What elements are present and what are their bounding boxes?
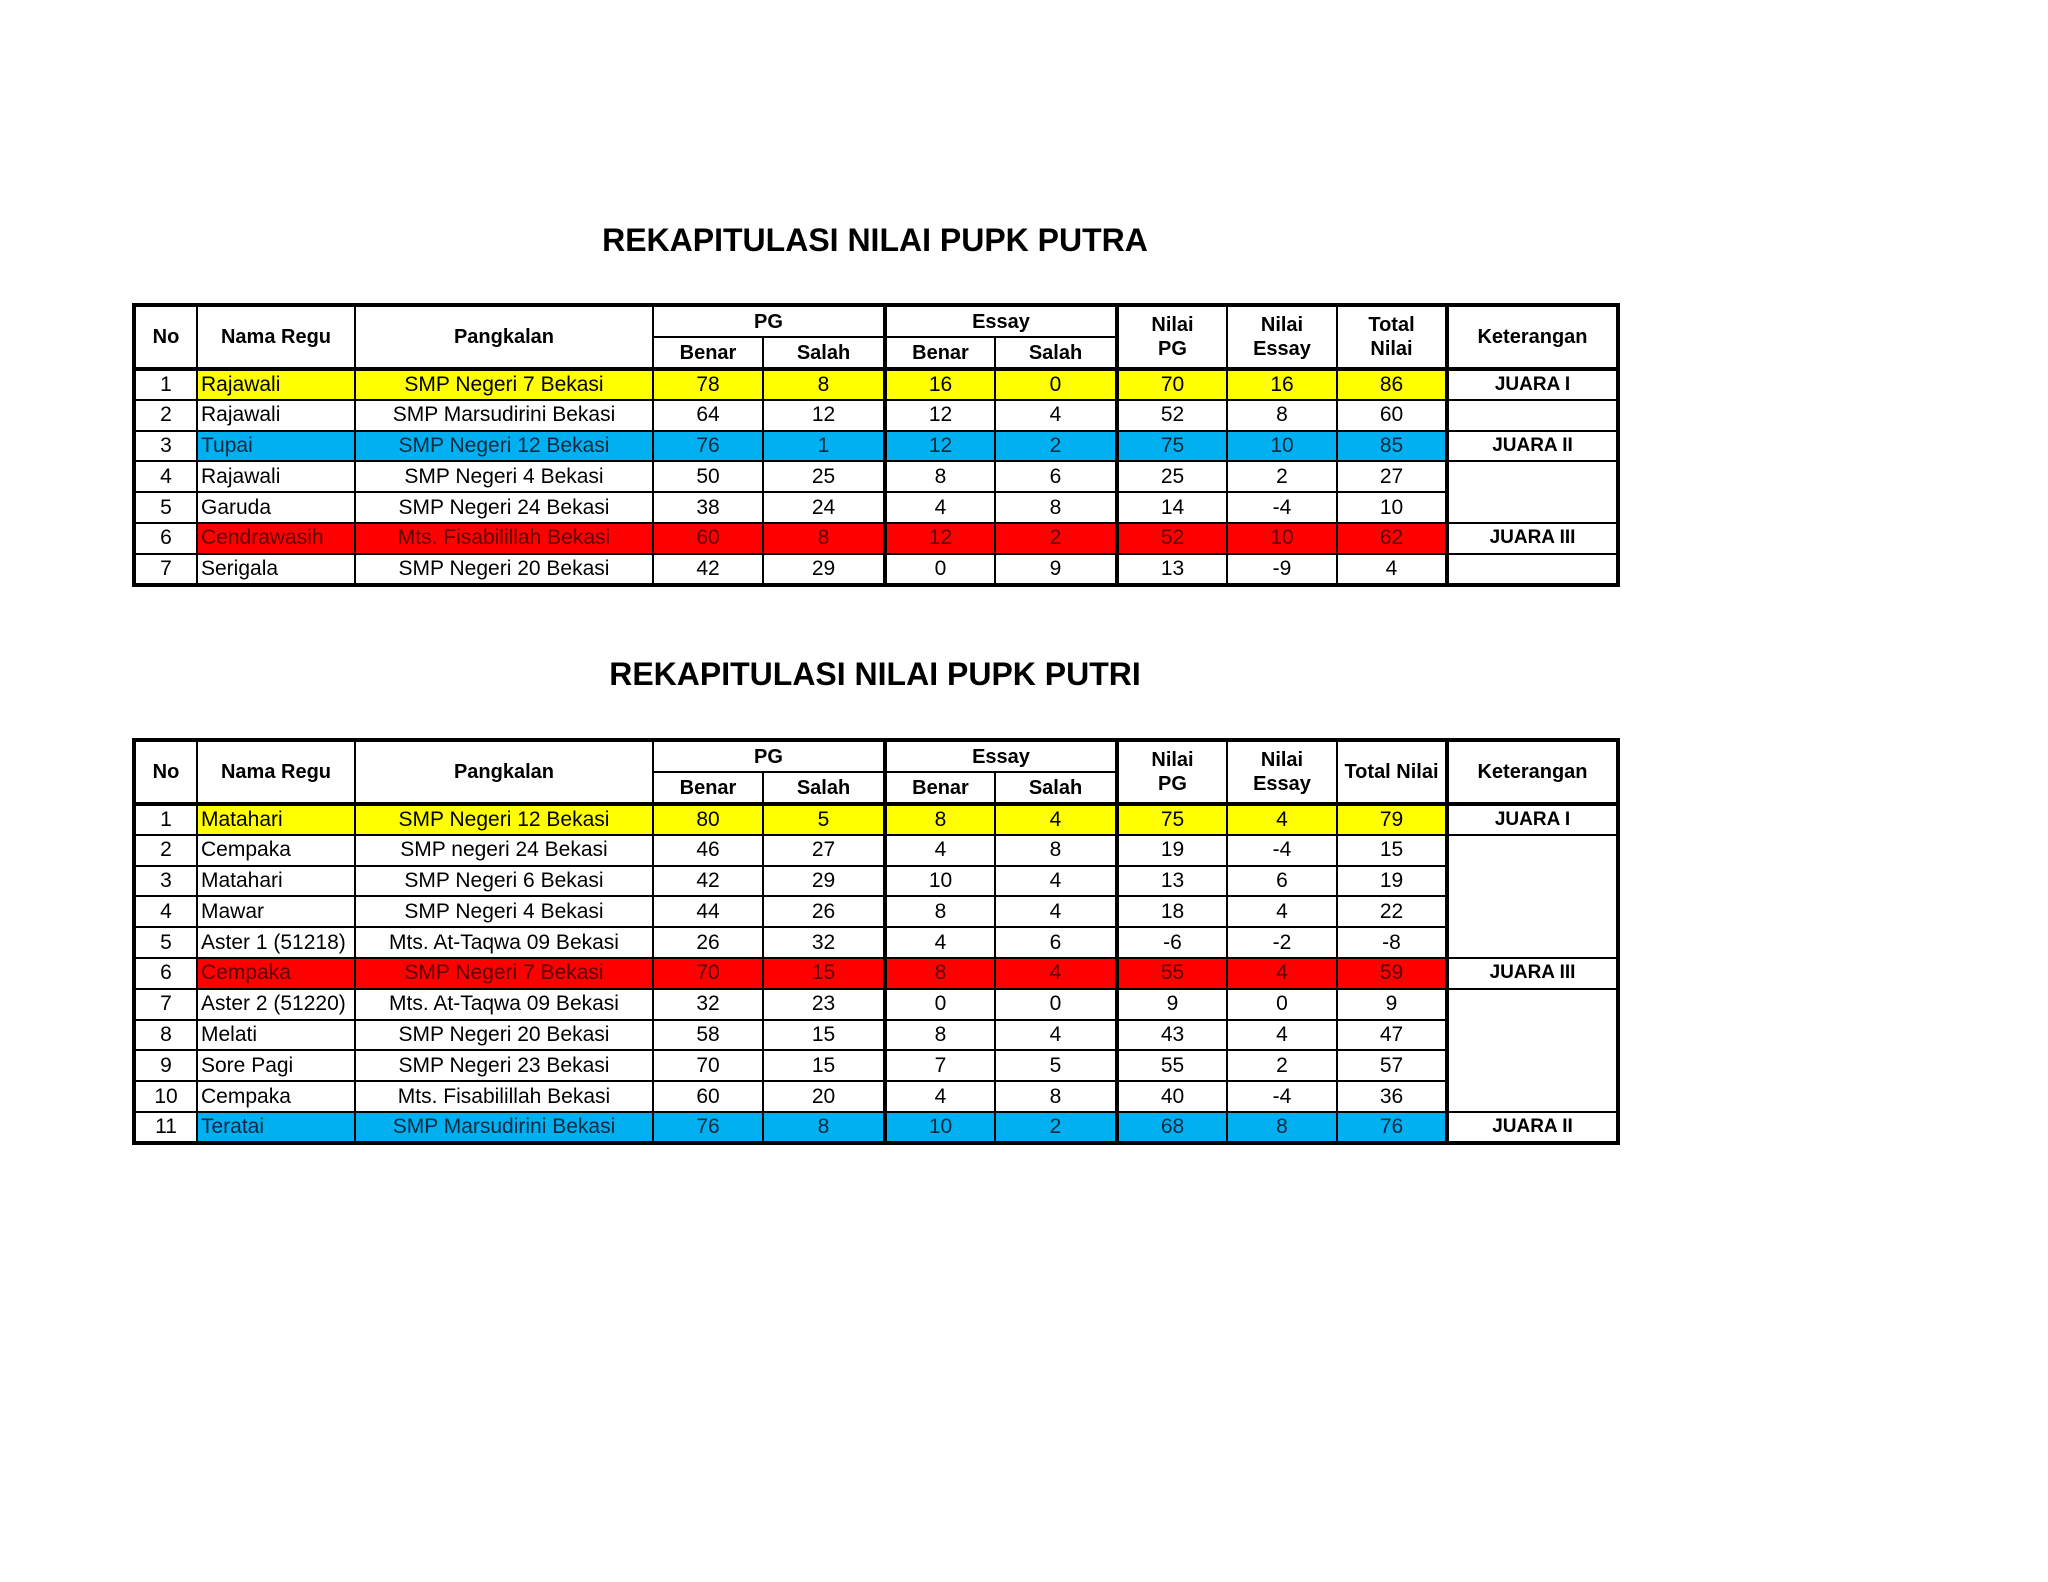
cell-total-nilai: 76 — [1337, 1112, 1447, 1143]
cell-pangkalan: SMP Negeri 7 Bekasi — [355, 369, 653, 400]
cell-pg-benar: 78 — [653, 369, 763, 400]
cell-pg-salah: 23 — [763, 989, 885, 1020]
cell-keterangan: JUARA I — [1447, 369, 1618, 400]
cell-total-nilai: 85 — [1337, 431, 1447, 462]
table-row — [134, 1020, 1618, 1051]
cell-nama-regu: Cempaka — [197, 835, 355, 866]
cell-pg-salah: 8 — [763, 523, 885, 554]
cell-essay-salah: 2 — [995, 1112, 1117, 1143]
header-essay-benar: Benar — [885, 337, 995, 369]
header-pangkalan: Pangkalan — [355, 305, 653, 369]
header-nama-regu: Nama Regu — [197, 305, 355, 369]
cell-no: 3 — [134, 431, 197, 462]
cell-nilai-essay: 4 — [1227, 1020, 1337, 1051]
header-nilai-essay — [1227, 305, 1337, 369]
cell-nilai-pg: 52 — [1117, 400, 1227, 431]
cell-total-nilai: 9 — [1337, 989, 1447, 1020]
header-nilai-pg-line2: PG — [1158, 773, 1187, 795]
cell-essay-benar: 12 — [885, 400, 995, 431]
cell-pg-benar: 64 — [653, 400, 763, 431]
cell-pg-benar: 76 — [653, 1112, 763, 1143]
cell-total-nilai: 59 — [1337, 958, 1447, 989]
cell-essay-salah: 4 — [995, 400, 1117, 431]
cell-nilai-essay: 4 — [1227, 804, 1337, 835]
cell-essay-benar: 0 — [885, 989, 995, 1020]
cell-pg-salah: 5 — [763, 804, 885, 835]
table-row — [134, 927, 1618, 958]
cell-essay-salah: 8 — [995, 492, 1117, 523]
cell-nilai-pg: 9 — [1117, 989, 1227, 1020]
cell-no: 10 — [134, 1081, 197, 1112]
cell-essay-salah: 2 — [995, 431, 1117, 462]
header-essay-salah: Salah — [995, 772, 1117, 804]
cell-nama-regu: Rajawali — [197, 369, 355, 400]
cell-essay-salah: 2 — [995, 523, 1117, 554]
cell-total-nilai: 10 — [1337, 492, 1447, 523]
header-essay: Essay — [885, 740, 1117, 772]
table-row — [134, 523, 1618, 554]
cell-nilai-essay: 16 — [1227, 369, 1337, 400]
cell-total-nilai: 22 — [1337, 896, 1447, 927]
cell-nama-regu: Sore Pagi — [197, 1050, 355, 1081]
table-row — [134, 492, 1618, 523]
header-pg-salah: Salah — [763, 337, 885, 369]
cell-total-nilai: 79 — [1337, 804, 1447, 835]
cell-pangkalan: SMP Negeri 24 Bekasi — [355, 492, 653, 523]
cell-nama-regu: Aster 1 (51218) — [197, 927, 355, 958]
cell-keterangan: JUARA III — [1447, 523, 1618, 554]
cell-nama-regu: Teratai — [197, 1112, 355, 1143]
header-nilai-pg-line1: Nilai — [1151, 749, 1194, 771]
cell-pg-salah: 15 — [763, 958, 885, 989]
cell-essay-salah: 4 — [995, 958, 1117, 989]
cell-pg-benar: 70 — [653, 958, 763, 989]
cell-total-nilai: 36 — [1337, 1081, 1447, 1112]
cell-nilai-essay: -4 — [1227, 1081, 1337, 1112]
header-nilai-essay — [1227, 740, 1337, 804]
cell-essay-salah: 4 — [995, 896, 1117, 927]
cell-pg-benar: 50 — [653, 461, 763, 492]
cell-no: 7 — [134, 554, 197, 585]
table-row — [134, 1081, 1618, 1112]
cell-keterangan — [1447, 400, 1618, 431]
table-row — [134, 369, 1618, 400]
cell-keterangan: JUARA III — [1447, 958, 1618, 989]
cell-no: 4 — [134, 461, 197, 492]
header-essay-salah: Salah — [995, 337, 1117, 369]
putra-table — [132, 303, 1620, 587]
cell-nilai-essay: 4 — [1227, 896, 1337, 927]
cell-nilai-pg: 75 — [1117, 804, 1227, 835]
cell-pg-benar: 42 — [653, 554, 763, 585]
cell-essay-benar: 0 — [885, 554, 995, 585]
cell-pangkalan: Mts. Fisabilillah Bekasi — [355, 523, 653, 554]
cell-pangkalan: SMP Negeri 12 Bekasi — [355, 804, 653, 835]
cell-nama-regu: Melati — [197, 1020, 355, 1051]
cell-nama-regu: Garuda — [197, 492, 355, 523]
cell-nama-regu: Matahari — [197, 804, 355, 835]
cell-essay-salah: 4 — [995, 804, 1117, 835]
cell-pangkalan: SMP Negeri 12 Bekasi — [355, 431, 653, 462]
header-pangkalan: Pangkalan — [355, 740, 653, 804]
cell-total-nilai: 15 — [1337, 835, 1447, 866]
header-keterangan: Keterangan — [1447, 305, 1618, 369]
cell-total-nilai: 86 — [1337, 369, 1447, 400]
cell-total-nilai: 4 — [1337, 554, 1447, 585]
header-keterangan: Keterangan — [1447, 740, 1618, 804]
table-row — [134, 866, 1618, 897]
table-row — [134, 835, 1618, 866]
cell-nilai-pg: 19 — [1117, 835, 1227, 866]
header-nama-regu: Nama Regu — [197, 740, 355, 804]
header-total-line1: Total — [1368, 314, 1415, 336]
cell-nilai-pg: 40 — [1117, 1081, 1227, 1112]
cell-nilai-pg: 55 — [1117, 958, 1227, 989]
cell-total-nilai: 60 — [1337, 400, 1447, 431]
cell-no: 8 — [134, 1020, 197, 1051]
cell-no: 9 — [134, 1050, 197, 1081]
cell-nama-regu: Cendrawasih — [197, 523, 355, 554]
cell-keterangan: JUARA II — [1447, 1112, 1618, 1143]
putri-table-body — [134, 804, 1618, 1143]
putri-table-header — [134, 740, 1618, 804]
cell-pg-benar: 60 — [653, 523, 763, 554]
cell-no: 2 — [134, 835, 197, 866]
cell-nilai-pg: 75 — [1117, 431, 1227, 462]
cell-no: 6 — [134, 958, 197, 989]
cell-no: 5 — [134, 492, 197, 523]
cell-pangkalan: Mts. Fisabilillah Bekasi — [355, 1081, 653, 1112]
cell-keterangan — [1447, 461, 1618, 492]
cell-nilai-essay: -4 — [1227, 835, 1337, 866]
cell-nilai-essay: 8 — [1227, 1112, 1337, 1143]
cell-nilai-pg: 70 — [1117, 369, 1227, 400]
cell-nilai-pg: 43 — [1117, 1020, 1227, 1051]
cell-keterangan — [1447, 1081, 1618, 1112]
cell-no: 11 — [134, 1112, 197, 1143]
cell-keterangan — [1447, 989, 1618, 1020]
cell-no: 7 — [134, 989, 197, 1020]
cell-pg-benar: 80 — [653, 804, 763, 835]
table-row — [134, 896, 1618, 927]
cell-nama-regu: Tupai — [197, 431, 355, 462]
cell-pangkalan: SMP Marsudirini Bekasi — [355, 400, 653, 431]
cell-no: 1 — [134, 369, 197, 400]
header-total-nilai: Total Nilai — [1337, 740, 1447, 804]
cell-no: 5 — [134, 927, 197, 958]
cell-pg-benar: 70 — [653, 1050, 763, 1081]
putra-title: REKAPITULASI NILAI PUPK PUTRA — [602, 222, 1148, 258]
table-row — [134, 461, 1618, 492]
header-nilai-essay-line1: Nilai — [1260, 749, 1304, 771]
cell-pangkalan: SMP Negeri 23 Bekasi — [355, 1050, 653, 1081]
putra-table-header — [134, 305, 1618, 369]
cell-pangkalan: Mts. At-Taqwa 09 Bekasi — [355, 927, 653, 958]
cell-pg-salah: 15 — [763, 1050, 885, 1081]
cell-keterangan — [1447, 1050, 1618, 1081]
cell-keterangan — [1447, 896, 1618, 927]
cell-nama-regu: Aster 2 (51220) — [197, 989, 355, 1020]
cell-keterangan — [1447, 1020, 1618, 1051]
header-total-nilai — [1337, 305, 1447, 369]
cell-essay-benar: 8 — [885, 804, 995, 835]
cell-nilai-essay: 10 — [1227, 431, 1337, 462]
cell-nilai-essay: -4 — [1227, 492, 1337, 523]
cell-essay-benar: 8 — [885, 958, 995, 989]
header-nilai-pg — [1117, 305, 1227, 369]
cell-essay-salah: 4 — [995, 1020, 1117, 1051]
cell-total-nilai: 27 — [1337, 461, 1447, 492]
cell-essay-benar: 8 — [885, 896, 995, 927]
cell-keterangan — [1447, 835, 1618, 866]
cell-total-nilai: 47 — [1337, 1020, 1447, 1051]
header-nilai-essay-line1: Nilai — [1260, 314, 1304, 336]
cell-keterangan: JUARA I — [1447, 804, 1618, 835]
cell-essay-salah: 8 — [995, 835, 1117, 866]
table-row — [134, 804, 1618, 835]
cell-pg-salah: 24 — [763, 492, 885, 523]
cell-total-nilai: 57 — [1337, 1050, 1447, 1081]
putri-title: REKAPITULASI NILAI PUPK PUTRI — [609, 656, 1141, 692]
cell-essay-salah: 8 — [995, 1081, 1117, 1112]
cell-keterangan — [1447, 554, 1618, 585]
table-row — [134, 400, 1618, 431]
cell-nilai-essay: 4 — [1227, 958, 1337, 989]
cell-pg-salah: 15 — [763, 1020, 885, 1051]
table-row — [134, 958, 1618, 989]
cell-essay-benar: 8 — [885, 461, 995, 492]
cell-pangkalan: SMP Negeri 7 Bekasi — [355, 958, 653, 989]
cell-pg-salah: 26 — [763, 896, 885, 927]
header-essay-benar: Benar — [885, 772, 995, 804]
cell-essay-benar: 10 — [885, 1112, 995, 1143]
cell-no: 6 — [134, 523, 197, 554]
cell-no: 2 — [134, 400, 197, 431]
cell-essay-benar: 8 — [885, 1020, 995, 1051]
cell-nama-regu: Matahari — [197, 866, 355, 897]
header-no: No — [134, 305, 197, 369]
cell-nilai-pg: 55 — [1117, 1050, 1227, 1081]
cell-nama-regu: Rajawali — [197, 461, 355, 492]
cell-pangkalan: SMP Negeri 20 Bekasi — [355, 1020, 653, 1051]
cell-essay-benar: 12 — [885, 523, 995, 554]
header-nilai-pg-line2: PG — [1158, 338, 1187, 360]
cell-pg-salah: 25 — [763, 461, 885, 492]
header-nilai-pg — [1117, 740, 1227, 804]
cell-essay-salah: 6 — [995, 927, 1117, 958]
cell-pg-salah: 29 — [763, 866, 885, 897]
cell-keterangan — [1447, 492, 1618, 523]
cell-total-nilai: -8 — [1337, 927, 1447, 958]
cell-no: 3 — [134, 866, 197, 897]
cell-pg-salah: 20 — [763, 1081, 885, 1112]
putra-table-body — [134, 369, 1618, 585]
cell-pg-benar: 76 — [653, 431, 763, 462]
cell-pg-benar: 60 — [653, 1081, 763, 1112]
table-row — [134, 1050, 1618, 1081]
header-essay: Essay — [885, 305, 1117, 337]
cell-nilai-pg: -6 — [1117, 927, 1227, 958]
table-row — [134, 431, 1618, 462]
cell-nama-regu: Serigala — [197, 554, 355, 585]
header-pg-benar: Benar — [653, 337, 763, 369]
cell-nilai-pg: 18 — [1117, 896, 1227, 927]
cell-nama-regu: Rajawali — [197, 400, 355, 431]
cell-essay-salah: 0 — [995, 989, 1117, 1020]
cell-pg-salah: 32 — [763, 927, 885, 958]
cell-keterangan — [1447, 866, 1618, 897]
table-row — [134, 554, 1618, 585]
cell-nama-regu: Mawar — [197, 896, 355, 927]
cell-pangkalan: SMP Negeri 4 Bekasi — [355, 896, 653, 927]
cell-nilai-pg: 68 — [1117, 1112, 1227, 1143]
cell-pg-salah: 27 — [763, 835, 885, 866]
cell-pangkalan: SMP Negeri 6 Bekasi — [355, 866, 653, 897]
cell-nilai-pg: 14 — [1117, 492, 1227, 523]
cell-no: 4 — [134, 896, 197, 927]
cell-nilai-essay: -9 — [1227, 554, 1337, 585]
cell-essay-benar: 12 — [885, 431, 995, 462]
cell-essay-benar: 7 — [885, 1050, 995, 1081]
cell-essay-salah: 5 — [995, 1050, 1117, 1081]
header-pg-salah: Salah — [763, 772, 885, 804]
cell-nilai-essay: 2 — [1227, 461, 1337, 492]
cell-pangkalan: SMP negeri 24 Bekasi — [355, 835, 653, 866]
cell-essay-salah: 0 — [995, 369, 1117, 400]
header-nilai-essay-line2: Essay — [1253, 773, 1311, 795]
cell-pangkalan: SMP Marsudirini Bekasi — [355, 1112, 653, 1143]
cell-total-nilai: 62 — [1337, 523, 1447, 554]
cell-essay-benar: 4 — [885, 835, 995, 866]
header-no: No — [134, 740, 197, 804]
cell-pg-salah: 1 — [763, 431, 885, 462]
cell-pg-salah: 8 — [763, 1112, 885, 1143]
cell-nilai-essay: -2 — [1227, 927, 1337, 958]
cell-total-nilai: 19 — [1337, 866, 1447, 897]
cell-essay-salah: 4 — [995, 866, 1117, 897]
header-nilai-pg-line1: Nilai — [1151, 314, 1194, 336]
cell-keterangan — [1447, 927, 1618, 958]
cell-pg-benar: 58 — [653, 1020, 763, 1051]
cell-keterangan: JUARA II — [1447, 431, 1618, 462]
cell-nama-regu: Cempaka — [197, 958, 355, 989]
header-pg: PG — [653, 740, 885, 772]
cell-pg-benar: 38 — [653, 492, 763, 523]
cell-nilai-essay: 0 — [1227, 989, 1337, 1020]
cell-essay-benar: 16 — [885, 369, 995, 400]
cell-essay-salah: 9 — [995, 554, 1117, 585]
cell-pg-benar: 44 — [653, 896, 763, 927]
header-nilai-essay-line2: Essay — [1253, 338, 1311, 360]
cell-nilai-pg: 52 — [1117, 523, 1227, 554]
cell-pg-salah: 29 — [763, 554, 885, 585]
cell-nilai-pg: 13 — [1117, 866, 1227, 897]
cell-essay-benar: 4 — [885, 927, 995, 958]
cell-essay-salah: 6 — [995, 461, 1117, 492]
cell-nilai-essay: 8 — [1227, 400, 1337, 431]
cell-nama-regu: Cempaka — [197, 1081, 355, 1112]
cell-pangkalan: SMP Negeri 4 Bekasi — [355, 461, 653, 492]
header-pg: PG — [653, 305, 885, 337]
cell-pg-benar: 46 — [653, 835, 763, 866]
table-row — [134, 989, 1618, 1020]
cell-no: 1 — [134, 804, 197, 835]
cell-essay-benar: 4 — [885, 1081, 995, 1112]
cell-pg-benar: 42 — [653, 866, 763, 897]
cell-nilai-essay: 2 — [1227, 1050, 1337, 1081]
cell-essay-benar: 4 — [885, 492, 995, 523]
cell-pg-salah: 8 — [763, 369, 885, 400]
cell-pg-benar: 26 — [653, 927, 763, 958]
table-row — [134, 1112, 1618, 1143]
cell-pg-benar: 32 — [653, 989, 763, 1020]
cell-nilai-essay: 6 — [1227, 866, 1337, 897]
cell-pg-salah: 12 — [763, 400, 885, 431]
cell-pangkalan: Mts. At-Taqwa 09 Bekasi — [355, 989, 653, 1020]
header-pg-benar: Benar — [653, 772, 763, 804]
header-total-line2: Nilai — [1370, 338, 1413, 360]
cell-nilai-pg: 13 — [1117, 554, 1227, 585]
cell-essay-benar: 10 — [885, 866, 995, 897]
cell-nilai-pg: 25 — [1117, 461, 1227, 492]
cell-pangkalan: SMP Negeri 20 Bekasi — [355, 554, 653, 585]
cell-nilai-essay: 10 — [1227, 523, 1337, 554]
putri-table — [132, 738, 1620, 1145]
